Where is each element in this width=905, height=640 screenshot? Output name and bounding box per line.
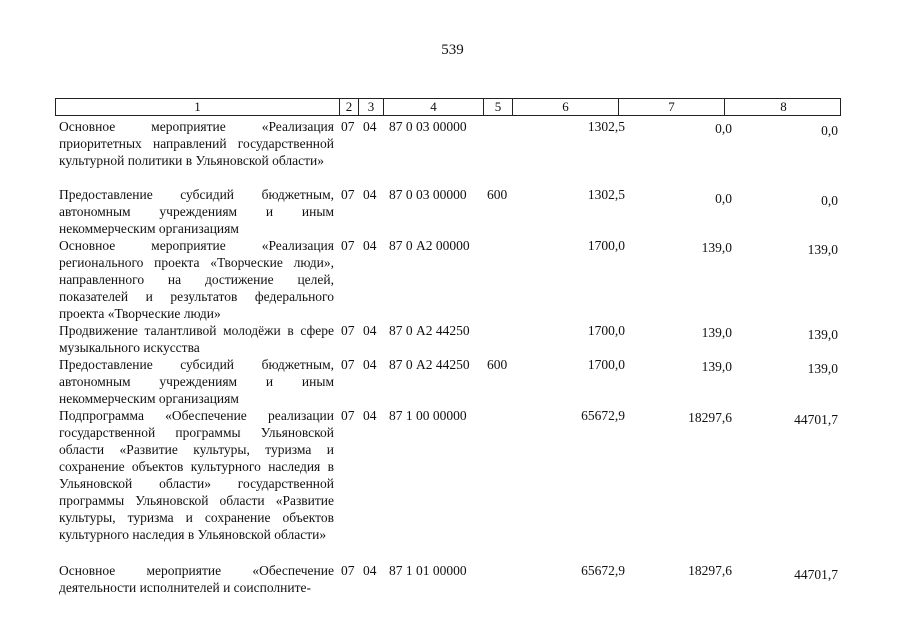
row-value-8: 0,0 xyxy=(821,193,838,208)
header-col-1: 1 xyxy=(56,99,340,115)
row-section: 07 xyxy=(341,119,355,134)
row-name: Продвижение талантливой молодёжи в сфере музыкального искусства xyxy=(59,323,334,355)
row-value-8: 139,0 xyxy=(807,361,838,376)
row-target-code: 87 0 03 00000 xyxy=(389,187,467,202)
row-value-6: 1302,5 xyxy=(587,119,625,134)
header-col-4: 4 xyxy=(384,99,484,115)
header-col-3: 3 xyxy=(359,99,384,115)
row-subsection: 04 xyxy=(363,238,377,253)
row-value-7: 0,0 xyxy=(715,121,732,136)
row-name: Предоставление субсидий бюджетным, автономным учреждениям и иным некоммерческим организациям xyxy=(59,187,334,236)
row-value-7: 139,0 xyxy=(701,240,732,255)
table-header xyxy=(55,98,841,116)
row-subsection: 04 xyxy=(363,323,377,338)
row-value-8: 0,0 xyxy=(821,123,838,138)
header-col-7: 7 xyxy=(619,99,725,115)
row-subsection: 04 xyxy=(363,119,377,134)
row-value-8: 44701,7 xyxy=(794,412,838,427)
header-col-2: 2 xyxy=(340,99,359,115)
row-name: Основное мероприятие «Реализация приоритетных направлений государственной культурной политики в Ульяновской области» xyxy=(59,119,334,168)
row-value-7: 139,0 xyxy=(701,359,732,374)
row-target-code: 87 1 00 00000 xyxy=(389,408,467,423)
row-section: 07 xyxy=(341,238,355,253)
header-col-6: 6 xyxy=(513,99,619,115)
row-value-8: 139,0 xyxy=(807,242,838,257)
row-value-6: 1700,0 xyxy=(587,323,625,338)
page-number: 539 xyxy=(441,42,464,58)
row-section: 07 xyxy=(341,357,355,372)
row-value-6: 1302,5 xyxy=(587,187,625,202)
row-subsection: 04 xyxy=(363,563,377,578)
row-value-7: 18297,6 xyxy=(688,410,732,425)
row-value-6: 65672,9 xyxy=(581,408,625,423)
row-section: 07 xyxy=(341,563,355,578)
row-subsection: 04 xyxy=(363,357,377,372)
row-name: Основное мероприятие «Обеспечение деятельности исполнителей и соисполните- xyxy=(59,563,334,595)
row-subsection: 04 xyxy=(363,408,377,423)
header-col-5: 5 xyxy=(484,99,513,115)
row-section: 07 xyxy=(341,408,355,423)
row-target-code: 87 0 А2 00000 xyxy=(389,238,470,253)
row-section: 07 xyxy=(341,323,355,338)
row-target-code: 87 0 А2 44250 xyxy=(389,323,470,338)
row-name: Основное мероприятие «Реализация регионального проекта «Творческие люди», направленного на достижение целей, показателей и результатов федерального проекта «Творческие люди» xyxy=(59,238,334,321)
row-value-7: 0,0 xyxy=(715,191,732,206)
row-section: 07 xyxy=(341,187,355,202)
row-value-7: 139,0 xyxy=(701,325,732,340)
row-expense-type: 600 xyxy=(487,187,508,202)
row-name: Предоставление субсидий бюджетным, автономным учреждениям и иным некоммерческим организациям xyxy=(59,357,334,406)
row-target-code: 87 0 А2 44250 xyxy=(389,357,470,372)
header-col-8: 8 xyxy=(780,99,787,114)
row-name: Подпрограмма «Обеспечение реализации государственной программы Ульяновской области «Развитие культуры, туризма и сохранение объектов культурного наследия в Ульяновской области» государственной программы Ульяновской области «Развитие культуры, туризма и сохранение объектов культурного наследия в Ульяновской области» xyxy=(59,408,334,542)
row-target-code: 87 0 03 00000 xyxy=(389,119,467,134)
row-expense-type: 600 xyxy=(487,357,508,372)
row-subsection: 04 xyxy=(363,187,377,202)
row-value-8: 44701,7 xyxy=(794,567,838,582)
row-value-7: 18297,6 xyxy=(688,563,732,578)
row-value-6: 1700,0 xyxy=(587,357,625,372)
row-target-code: 87 1 01 00000 xyxy=(389,563,467,578)
row-value-8: 139,0 xyxy=(807,327,838,342)
row-value-6: 65672,9 xyxy=(581,563,625,578)
row-value-6: 1700,0 xyxy=(587,238,625,253)
